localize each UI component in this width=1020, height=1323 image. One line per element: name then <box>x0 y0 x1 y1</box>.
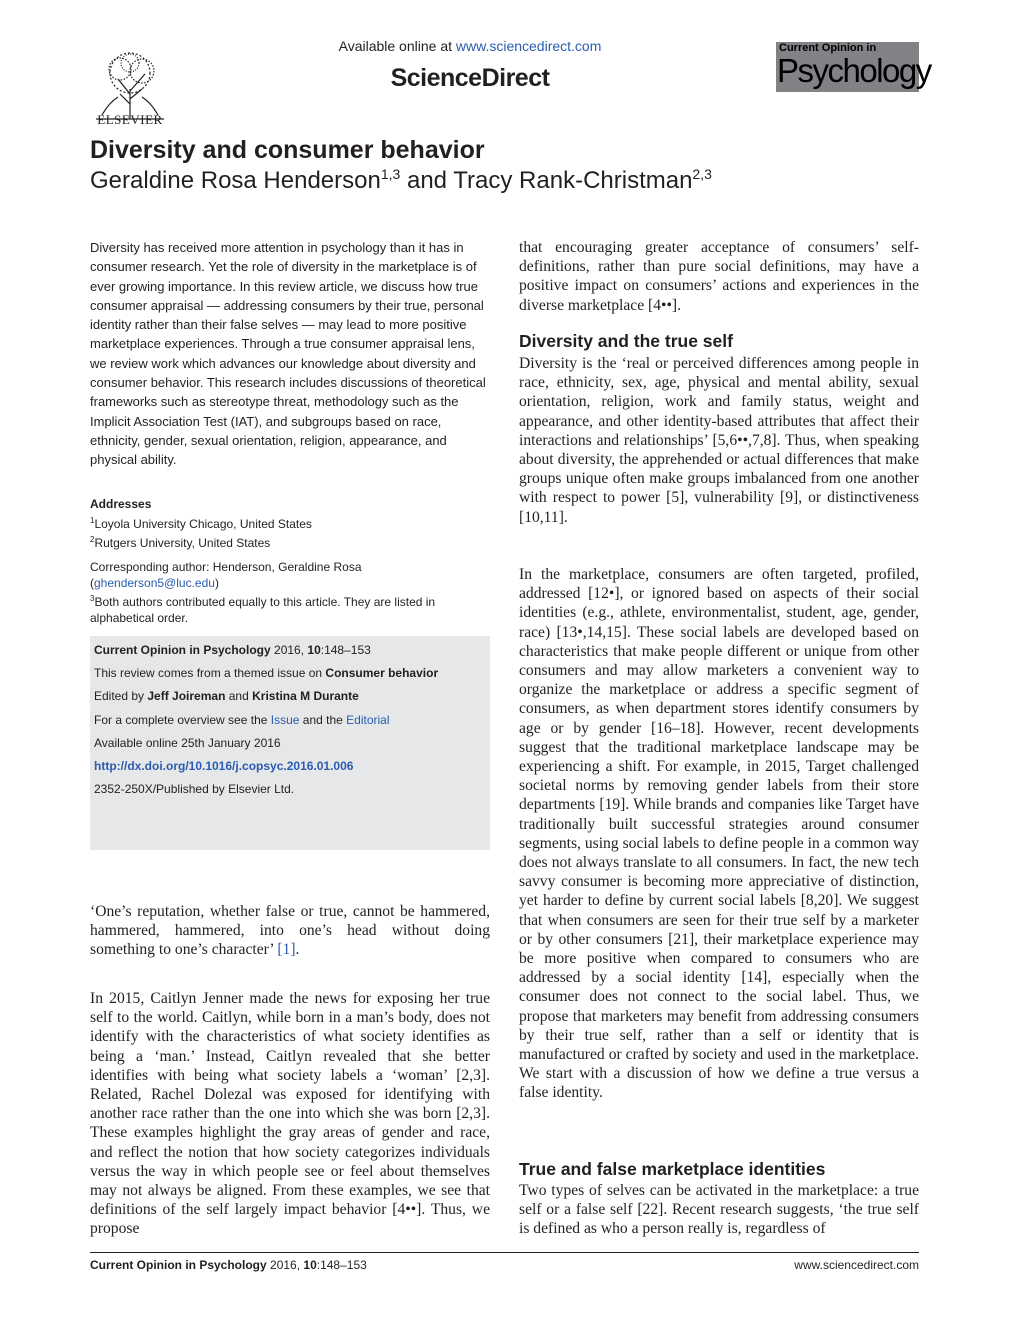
info-editor: Kristina M Durante <box>252 689 359 703</box>
info-editors <box>94 689 359 703</box>
section-heading: Diversity and the true self <box>519 331 733 351</box>
info-theme-prefix: This review comes from a themed issue on <box>94 666 326 680</box>
citation-link[interactable]: [1] <box>277 941 296 959</box>
info-issn: 2352-250X/Published by Elsevier Ltd. <box>94 782 295 796</box>
corresponding-author-block <box>90 560 490 626</box>
footer-site: www.sciencedirect.com <box>794 1258 919 1272</box>
address-number: 2 <box>90 535 95 544</box>
corresponding-email-line: (ghenderson5@luc.edu) <box>90 575 219 590</box>
footer-year: 2016, <box>266 1258 304 1272</box>
info-volume: 10 <box>307 643 321 657</box>
sciencedirect-url-link[interactable]: www.sciencedirect.com <box>455 38 602 54</box>
epigraph-quote: ‘One’s reputation, whether false or true, cannot be hammered, hammered, hammered, into one’s head without doing something to one’s character’ [1]. <box>90 903 490 959</box>
quote-text: ‘One’s reputation, whether false or true, cannot be hammered, hammered, hammered, into one’s head without doing something to one’s character’ <box>90 903 490 959</box>
journal-logo <box>776 42 931 92</box>
address-item <box>90 532 490 552</box>
publisher-wordmark: ELSEVIER <box>97 112 163 127</box>
address-item <box>90 513 490 533</box>
paragraph-jenner: In 2015, Caitlyn Jenner made the news for exposing her true self to the world. Caitlyn, while born in a man’s body, does not identify with the characteristics of what society identifies as being a ‘man.’ Instead, Caitlyn revealed that she better identifies with being what society labels a ‘woman’ [2,3]. Related, Rachel Dolezal was exposed for identifying with another race rather than the one into which she was born [2,3]. These examples highlight the gray areas of gender and race, and reflect the notion that how society categorizes individuals versus the way in which people see or feel about themselves may not always be aligned. From these examples, we see that definitions of the self largely impact behavior [4••]. Thus, we propose <box>90 990 490 1238</box>
article-info-box <box>90 636 490 850</box>
author-affiliation-sup: 1,3 <box>380 166 401 182</box>
paragraph-continuation: that encouraging greater acceptance of consumers’ self-definitions, rather than pure social definitions, may have a positive impact on consumers’ actions and experiences in the diverse marketplace [4••]. <box>519 239 919 314</box>
footer-citation <box>90 1258 367 1272</box>
author-line <box>90 166 712 195</box>
author-name: Geraldine Rosa Henderson <box>90 167 381 194</box>
info-overview-prefix: For a complete overview see the <box>94 713 271 727</box>
info-journal: Current Opinion in Psychology <box>94 643 271 657</box>
info-editor: Jeff Joireman <box>147 689 226 703</box>
section-heading: True and false marketplace identities <box>519 1159 826 1179</box>
info-editor-and: and <box>225 689 253 703</box>
address-number: 1 <box>90 515 95 525</box>
article-title: Diversity and consumer behavior <box>90 136 485 164</box>
journal-logo-line2: Psychology <box>777 52 931 89</box>
info-year: 2016, <box>270 643 308 657</box>
corresponding-author-label: Corresponding author: Henderson, Geraldine Rosa <box>90 560 362 574</box>
info-pages: :148–153 <box>320 643 371 657</box>
info-theme-name: Consumer behavior <box>325 666 439 680</box>
info-overview <box>94 713 390 727</box>
note-number: 3 <box>90 594 95 603</box>
available-text: Available online at <box>338 38 456 54</box>
info-edited-prefix: Edited by <box>94 689 148 703</box>
info-citation <box>94 643 371 657</box>
available-online-line <box>300 38 640 54</box>
author-separator: and <box>400 167 454 194</box>
footer-pages: :148–153 <box>316 1258 367 1272</box>
footer-journal: Current Opinion in Psychology <box>90 1258 267 1272</box>
info-overview-mid: and the <box>299 713 347 727</box>
sciencedirect-logo-text: ScienceDirect <box>390 64 550 92</box>
paragraph-diversity-definition: Diversity is the ‘real or perceived differences among people in race, ethnicity, sex, age, physical and mental ability, sexual orientation, religion, work and family status, weight and appearance, and other identity-based attributes that affect their interactions and relationships’ [5,6••,7,8]. Thus, when speaking about diversity, the apprehended or actual differences that make groups unique often make groups imbalanced from one another with respect to power [5], vulnerability [9], or distinctiveness [10,11]. <box>519 355 919 526</box>
author-affiliation-sup: 2,3 <box>692 166 712 182</box>
info-doi <box>94 759 353 773</box>
address-text: Loyola University Chicago, United States <box>94 516 312 531</box>
journal-logo-line1: Current Opinion in <box>779 42 877 54</box>
info-theme <box>94 666 438 680</box>
info-available: Available online 25th January 2016 <box>94 736 281 750</box>
address-text: Rutgers University, United States <box>94 536 271 550</box>
addresses-heading: Addresses <box>90 497 152 511</box>
paragraph-true-false-selves: Two types of selves can be activated in the marketplace: a true self or a false self [22]. Recent research suggests, ‘the true self is defined as who a person really is, regardless of <box>519 1182 919 1238</box>
corresponding-email-link[interactable]: ghenderson5@luc.edu <box>94 575 215 590</box>
paragraph-marketplace: In the marketplace, consumers are often targeted, profiled, addressed [12•], or ignored based on aspects of their social identities (e.g., athlete, environmentalist, student, age, gender, race) [13•,14,15]. These social labels are developed based on characteristics that make people different or unique from other consumers and may allow marketers a convenient way to organize the marketplace or address a specific segment of consumers, as when department stores identify consumers by age or by gender [16–18]. However, recent developments suggest that the traditional marketplace landscape may be experiencing a shift. For example, in 2015, Target challenged societal norms by removing gender labels from their store departments [19]. While brands and companies like Target have traditionally built successful strategies around consumer segments, using social labels to define people in a common way does not always translate to all consumers. In fact, the new tech savvy consumer is becoming more appreciative of distinction, yet harder to define by current social labels [8,20]. We suggest that when consumers are seen for their true self by a marketer or by other consumers [21], their marketplace experience may be more positive when compared to consumers who are addressed by a social identity [14], especially when the consumer does not connect to the social label. Thus, we propose that marketers may benefit from addressing consumers by their true self, rather than a self or identity that is manufactured or crafted by society and used in the marketplace. We start with a discussion of how we define a true versus a false identity. <box>519 566 919 1102</box>
issue-link[interactable]: Issue <box>270 713 300 727</box>
doi-link[interactable]: http://dx.doi.org/10.1016/j.copsyc.2016.01.006 <box>94 759 354 773</box>
equal-contribution-note <box>90 591 490 626</box>
author-name: Tracy Rank-Christman <box>453 167 693 194</box>
note-text: Both authors contributed equally to this article. They are listed in alphabetical order. <box>90 595 436 625</box>
addresses-block <box>90 497 490 552</box>
editorial-link[interactable]: Editorial <box>346 713 390 727</box>
footer-rule <box>90 1252 919 1253</box>
abstract-text: Diversity has received more attention in psychology than it has in consumer research. Yet the role of diversity in the marketplace is of ever growing importance. In this review article, we discuss how true consumer appraisal — addressing consumers by their true, personal identity rather than their false selves — may lead to more positive marketplace experiences. Through a true consumer appraisal lens, we review work which advances our knowledge about diversity and consumer behavior. This research includes discussions of theoretical frameworks such as stereotype threat, methodology such as the Implicit Association Test (IAT), and subgroups based on race, ethnicity, gender, sexual orientation, religion, appearance, and physical ability. <box>90 240 486 468</box>
footer-volume: 10 <box>303 1258 317 1272</box>
